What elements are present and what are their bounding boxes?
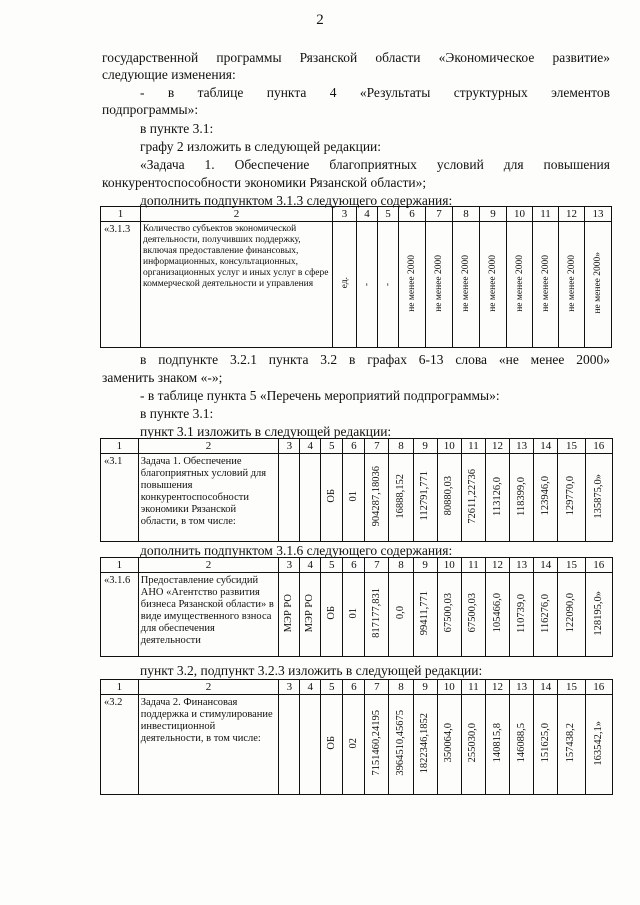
text-line: в подпункте 3.2.1 пункта 3.2 в графах 6-13 слова «не менее 2000»: [140, 352, 610, 367]
text-line: следующие изменения:: [102, 67, 236, 82]
cell: [510, 573, 534, 657]
header-cell: 14: [534, 558, 558, 573]
header-cell: 7: [426, 207, 453, 222]
header-cell: 11: [461, 558, 485, 573]
header-cell: 3: [279, 558, 300, 573]
header-cell: 16: [585, 680, 612, 695]
cell-value: 72611,22736: [467, 468, 479, 524]
row-number: «3.1.6: [101, 573, 139, 657]
cell-value: 129770,0: [565, 476, 577, 516]
cell-unit: [333, 222, 357, 348]
cell: [321, 454, 343, 542]
cell: [389, 573, 413, 657]
row-name: Задача 2. Финансовая поддержка и стимулирование инвестиционной деятельности, в том числе:: [138, 695, 279, 795]
cell-value: 122090,0: [565, 593, 577, 633]
cell-value: 140815,8: [491, 723, 503, 763]
cell: [365, 695, 389, 795]
cell: [321, 695, 343, 795]
header-cell: 2: [138, 558, 279, 573]
row-number: «3.1: [101, 454, 139, 542]
activities-table-3-1-6: [100, 557, 613, 657]
cell-value: 7151460,24195: [370, 710, 382, 776]
header-cell: 10: [437, 558, 461, 573]
cell-value: 118399,0: [515, 476, 527, 516]
cell: [399, 222, 426, 348]
cell: [389, 695, 413, 795]
cell-value: 01: [347, 490, 359, 502]
cell: [365, 573, 389, 657]
header-cell: 1: [101, 439, 139, 454]
cell: [453, 222, 480, 348]
cell-value: не менее 2000: [514, 254, 525, 312]
header-cell: 12: [559, 207, 585, 222]
header-cell: 4: [300, 439, 321, 454]
cell-value: 3964510,45675: [395, 710, 407, 776]
cell: [585, 695, 612, 795]
cell-value: 350064,0: [443, 723, 455, 763]
cell: [461, 573, 485, 657]
header-cell: 16: [585, 558, 612, 573]
cell-value: 146088,5: [515, 723, 527, 763]
header-cell: 6: [343, 558, 365, 573]
cell-value: 817177,831: [370, 588, 382, 638]
cell-value: МЭР РО: [283, 593, 295, 633]
cell-value: ОБ: [325, 606, 337, 620]
header-cell: 3: [333, 207, 357, 222]
header-cell: 8: [389, 680, 413, 695]
cell: [507, 222, 533, 348]
text-line: пункт 3.2, подпункт 3.2.3 изложить в следующей редакции:: [140, 663, 483, 678]
cell-value: не менее 2000: [488, 254, 498, 312]
cell-value: 151625,0: [539, 723, 551, 763]
header-cell: 10: [437, 680, 461, 695]
cell-value: 116276,0: [539, 593, 551, 633]
cell: [321, 573, 343, 657]
text-line: подпрограммы»:: [102, 102, 199, 117]
text-line: в пункте 3.1:: [140, 121, 214, 136]
header-cell: 13: [510, 439, 534, 454]
header-cell: 15: [558, 558, 585, 573]
cell: [510, 695, 534, 795]
cell: [279, 695, 300, 795]
cell: [485, 573, 509, 657]
cell: [585, 573, 612, 657]
header-cell: 2: [138, 680, 279, 695]
cell: [437, 695, 461, 795]
cell-value: 113126,0: [491, 476, 503, 516]
text-line: графу 2 изложить в следующей редакции:: [140, 139, 382, 154]
cell-value: не менее 2000: [566, 254, 577, 312]
header-cell: 2: [141, 207, 333, 222]
cell: [437, 454, 461, 542]
cell: [585, 454, 612, 542]
header-cell: 15: [558, 680, 585, 695]
header-cell: 6: [343, 680, 365, 695]
row-name: Количество субъектов экономической деятельности, получивших поддержку, включая предоставление финансовых, информационных, консультационных, организационных услуг и иных услуг в сфере коммерческой деятельности и управления: [141, 222, 333, 348]
cell-value: -: [362, 283, 372, 287]
header-cell: 5: [378, 207, 399, 222]
cell: [389, 454, 413, 542]
cell-value: 99411,771: [419, 590, 431, 636]
cell: [413, 695, 437, 795]
header-cell: 10: [507, 207, 533, 222]
cell: [279, 573, 300, 657]
text-line: пункт 3.1 изложить в следующей редакции:: [140, 424, 392, 439]
cell-value: ОБ: [325, 736, 337, 750]
header-cell: 13: [510, 558, 534, 573]
cell: [558, 695, 585, 795]
header-cell: 9: [413, 439, 437, 454]
cell-value: не менее 2000»: [593, 252, 603, 314]
cell: [300, 695, 321, 795]
header-cell: 14: [534, 439, 558, 454]
header-cell: 5: [321, 439, 343, 454]
cell: [533, 222, 559, 348]
header-cell: 1: [101, 680, 139, 695]
cell: [413, 573, 437, 657]
cell: [534, 454, 558, 542]
results-table-3-1-3: [100, 206, 612, 348]
cell: [461, 695, 485, 795]
header-cell: 6: [399, 207, 426, 222]
cell: [480, 222, 507, 348]
header-cell: 9: [480, 207, 507, 222]
cell-value: 67500,03: [467, 593, 479, 633]
header-cell: 14: [534, 680, 558, 695]
header-cell: 5: [321, 558, 343, 573]
cell-value: 157438,2: [565, 723, 577, 763]
cell-value: ед.: [339, 277, 350, 289]
cell-value: не менее 2000: [407, 254, 417, 312]
header-cell: 12: [485, 558, 509, 573]
cell-value: МЭР РО: [304, 593, 316, 633]
cell: [559, 222, 585, 348]
activities-table-3-1: [100, 438, 613, 542]
cell-value: 110739,0: [515, 593, 527, 633]
row-number: «3.1.3: [101, 222, 141, 348]
text-line: дополнить подпунктом 3.1.3 следующего содержания:: [140, 193, 453, 208]
cell-value: 135875,0»: [592, 473, 604, 519]
cell-value: 128195,0»: [592, 590, 604, 636]
cell-value: 0,0: [395, 606, 407, 620]
cell-value: не менее 2000: [434, 254, 444, 312]
header-cell: 7: [365, 439, 389, 454]
cell: [437, 573, 461, 657]
header-cell: 1: [101, 558, 139, 573]
cell-value: 01: [347, 607, 359, 619]
header-cell: 11: [461, 680, 485, 695]
header-cell: 6: [343, 439, 365, 454]
cell-value: 80880,03: [443, 476, 455, 516]
header-cell: 13: [585, 207, 612, 222]
page-number: 2: [316, 12, 324, 28]
cell: [300, 454, 321, 542]
header-cell: 13: [510, 680, 534, 695]
cell: [343, 454, 365, 542]
cell: [485, 454, 509, 542]
header-cell: 8: [389, 439, 413, 454]
text-line: - в таблице пункта 4 «Результаты структурных элементов: [140, 85, 610, 100]
header-cell: 3: [279, 439, 300, 454]
cell-value: 255030,0: [467, 723, 479, 763]
cell: [413, 454, 437, 542]
cell-value: 1822346,1852: [419, 712, 431, 774]
header-cell: 8: [453, 207, 480, 222]
header-cell: 3: [279, 680, 300, 695]
header-cell: 1: [101, 207, 141, 222]
cell: [534, 695, 558, 795]
header-cell: 5: [321, 680, 343, 695]
cell: [585, 222, 612, 348]
text-line: в пункте 3.1:: [140, 406, 214, 421]
cell: [300, 573, 321, 657]
cell: [343, 695, 365, 795]
cell-value: 67500,03: [443, 593, 455, 633]
cell: [279, 454, 300, 542]
header-cell: 12: [485, 439, 509, 454]
text-line: конкурентоспособности экономики Рязанской области»;: [102, 175, 427, 190]
header-cell: 2: [138, 439, 279, 454]
row-number: «3.2: [101, 695, 139, 795]
cell: [343, 573, 365, 657]
cell: [357, 222, 378, 348]
header-cell: 11: [461, 439, 485, 454]
header-cell: 12: [485, 680, 509, 695]
cell-value: -: [383, 283, 393, 287]
header-cell: 11: [533, 207, 559, 222]
cell-value: ОБ: [325, 489, 337, 503]
cell: [558, 454, 585, 542]
cell: [510, 454, 534, 542]
cell: [461, 454, 485, 542]
header-cell: 9: [413, 680, 437, 695]
header-cell: 7: [365, 680, 389, 695]
header-cell: 8: [389, 558, 413, 573]
activities-table-3-2: [100, 679, 613, 795]
text-line: - в таблице пункта 5 «Перечень мероприятий подпрограммы»:: [140, 388, 500, 403]
cell-value: 105466,0: [491, 593, 503, 633]
cell: [426, 222, 453, 348]
header-cell: 4: [300, 680, 321, 695]
text-line: заменить знаком «-»;: [102, 370, 223, 385]
cell: [378, 222, 399, 348]
header-cell: 10: [437, 439, 461, 454]
header-cell: 7: [365, 558, 389, 573]
row-name: Предоставление субсидий АНО «Агентство развития бизнеса Рязанской области» в виде имущественного взноса для обеспечения деятельности: [138, 573, 279, 657]
cell: [485, 695, 509, 795]
cell-value: 904287,18036: [370, 465, 382, 527]
text-line: государственной программы Рязанской области «Экономическое развитие»: [102, 50, 610, 65]
cell-value: 123946,0: [539, 476, 551, 516]
cell-value: не менее 2000: [540, 254, 551, 312]
header-cell: 4: [357, 207, 378, 222]
cell: [558, 573, 585, 657]
cell-value: не менее 2000: [461, 254, 471, 312]
header-cell: 4: [300, 558, 321, 573]
cell-value: 16888,152: [395, 473, 407, 519]
text-line: дополнить подпунктом 3.1.6 следующего содержания:: [140, 543, 453, 558]
cell: [365, 454, 389, 542]
header-cell: 9: [413, 558, 437, 573]
header-cell: 15: [558, 439, 585, 454]
cell-value: 163542,1»: [592, 720, 604, 766]
cell-value: 02: [347, 737, 359, 749]
header-cell: 16: [585, 439, 612, 454]
text-line: «Задача 1. Обеспечение благоприятных условий для повышения: [140, 157, 610, 172]
cell: [534, 573, 558, 657]
cell-value: 112791,771: [419, 471, 431, 521]
row-name: Задача 1. Обеспечение благоприятных условий для повышения конкурентоспособности экономики Рязанской области, в том числе:: [138, 454, 279, 542]
